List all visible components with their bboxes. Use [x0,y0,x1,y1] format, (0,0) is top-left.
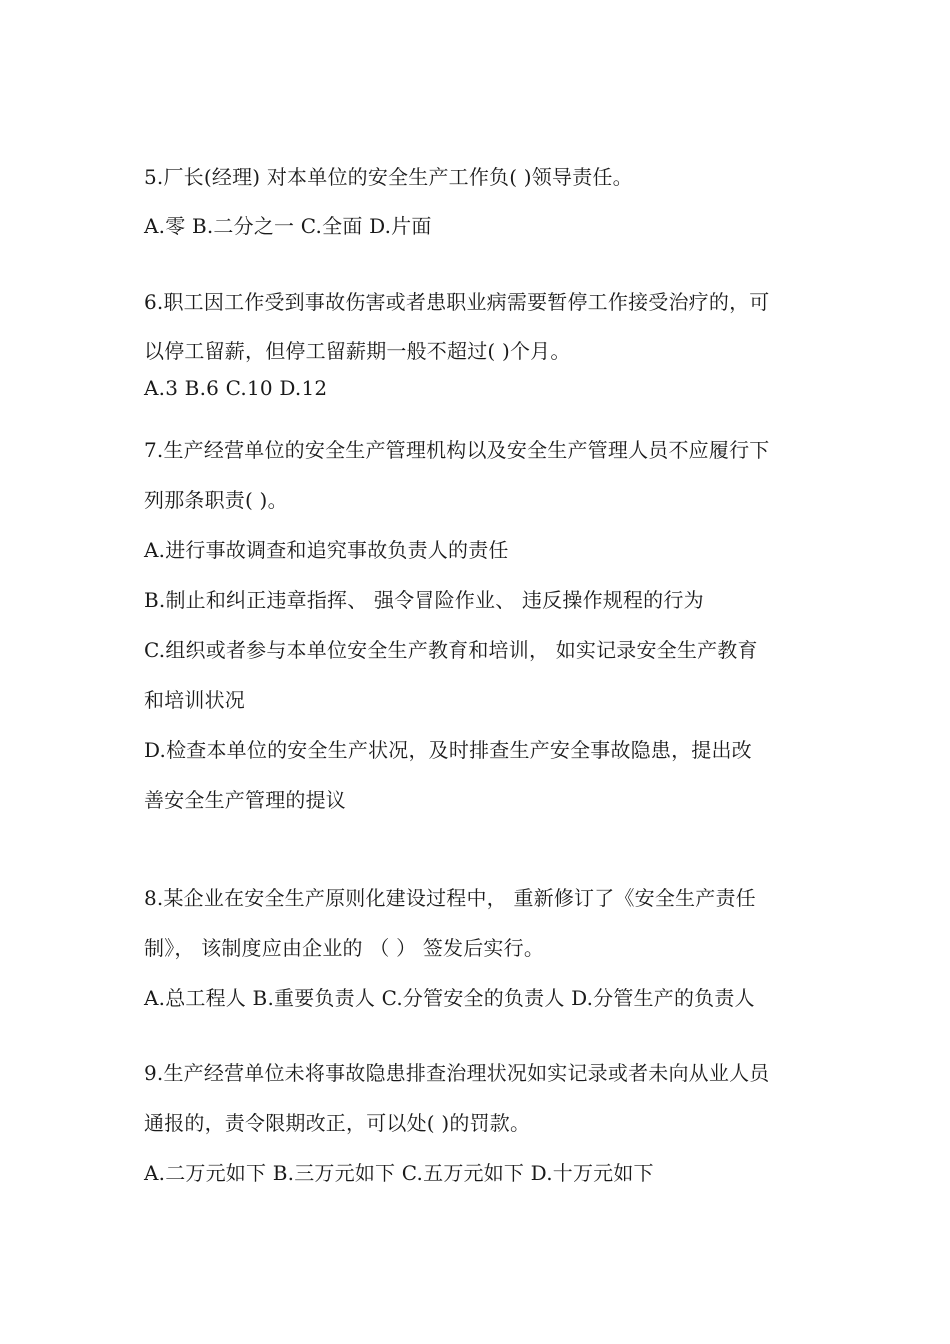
question-7-option-d-line-2: 善安全生产管理的提议 [144,788,346,812]
question-5-options: A.零 B.二分之一 C.全面 D.片面 [144,214,432,238]
question-6-text-line-2: 以停工留薪，但停工留薪期一般不超过( )个月。 [144,339,571,363]
question-7-option-d-line-1: D.检查本单位的安全生产状况，及时排查生产安全事故隐患，提出改 [144,738,752,762]
question-7-option-b: B.制止和纠正违章指挥、 强令冒险作业、 违反操作规程的行为 [144,588,704,612]
question-6-options: A.3 B.6 C.10 D.12 [144,376,328,400]
question-9-text-line-2: 通报的，责令限期改正，可以处( )的罚款。 [144,1111,531,1135]
question-7-option-a: A.进行事故调查和追究事故负责人的责任 [144,538,509,562]
question-6-text-line-1: 6.职工因工作受到事故伤害或者患职业病需要暂停工作接受治疗的，可 [144,290,770,314]
question-9-options: A.二万元如下 B.三万元如下 C.五万元如下 D.十万元如下 [144,1161,654,1185]
question-7-text-line-1: 7.生产经营单位的安全生产管理机构以及安全生产管理人员不应履行下 [144,438,770,462]
question-7-text-line-2: 列那条职责( )。 [144,488,288,512]
question-8-text-line-1: 8.某企业在安全生产原则化建设过程中， 重新修订了《安全生产责任 [144,886,756,910]
question-7-option-c-line-2: 和培训状况 [144,688,245,712]
question-8-text-line-2: 制》， 该制度应由企业的 （ ） 签发后实行。 [144,936,545,960]
question-7-option-c-line-1: C.组织或者参与本单位安全生产教育和培训， 如实记录安全生产教育 [144,638,758,662]
question-8-options: A.总工程人 B.重要负责人 C.分管安全的负责人 D.分管生产的负责人 [144,986,755,1010]
question-9-text-line-1: 9.生产经营单位未将事故隐患排查治理状况如实记录或者未向从业人员 [144,1061,770,1085]
question-5-text: 5.厂长(经理) 对本单位的安全生产工作负( )领导责任。 [144,165,633,189]
